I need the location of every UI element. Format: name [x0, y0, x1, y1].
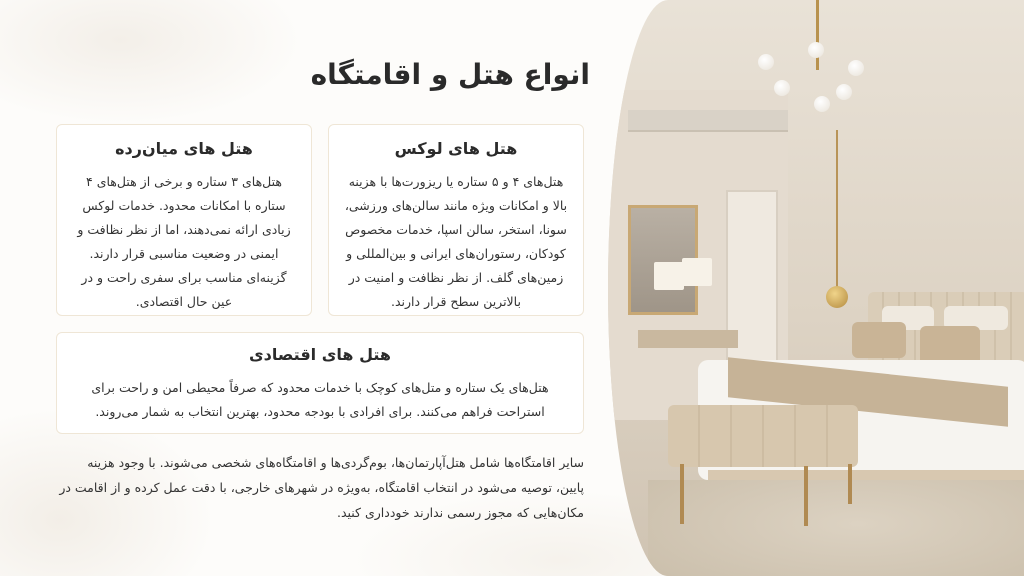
card-title: هتل های میان‌رده: [115, 139, 253, 158]
card-midrange-hotels: [56, 124, 312, 316]
pillow: [852, 322, 906, 358]
rug: [648, 480, 1024, 576]
footer-paragraph: سایر اقامتگاه‌ها شامل هتل‌آپارتمان‌ها، بوم‌گردی‌ها و اقامتگاه‌های شخصی می‌شوند. با وجود هزینه پایین، توصیه می‌شود در انتخاب اقامتگاه، به‌ویژه در شهرهای خارجی، با دقت عمل کرده و از اقامت در مکان‌هایی که مجوز رسمی ندارند خودداری کنید.: [59, 455, 584, 520]
ceiling-vent: [628, 110, 788, 132]
chandelier-bulb: [808, 42, 824, 58]
card-economy-hotels: [56, 332, 584, 434]
card-body: هتل‌های ۴ و ۵ ستاره یا ریزورت‌ها با هزینه بالا و امکانات ویژه مانند سالن‌های ورزشی، سونا، استخر، سالن اسپا، خدمات مخصوص کودکان، رستوران‌های ایرانی و بین‌المللی و زمین‌های گلف. از نظر نظافت و امنیت در بالاترین سطح قرار دارند.: [344, 174, 568, 309]
page-title: انواع هتل و اقامتگاه: [310, 58, 590, 91]
chandelier: [816, 0, 819, 70]
pendant-light: [826, 286, 848, 308]
pendant-cord: [836, 130, 838, 290]
card-body: هتل‌های یک ستاره و متل‌های کوچک با خدمات محدود که صرفاً محیطی امن و راحت برای استراحت فراهم می‌کنند. برای افرادی با بودجه محدود، بهترین انتخاب به شمار می‌روند.: [91, 380, 549, 419]
bench-leg: [848, 464, 852, 504]
card-body: هتل‌های ۳ ستاره و برخی از هتل‌های ۴ ستاره با امکانات محدود. خدمات لوکس زیادی ارائه نمی‌دهند، اما از نظر نظافت و ایمنی در وضعیت مناسبی قرار دارند. گزینه‌ای مناسب برای سفری راحت و در عین حال اقتصادی.: [77, 174, 291, 309]
vanity-desk: [638, 330, 738, 348]
chandelier-bulb: [814, 96, 830, 112]
card-title: هتل های لوکس: [394, 139, 518, 158]
chandelier-bulb: [758, 54, 774, 70]
card-title: هتل های اقتصادی: [249, 345, 391, 364]
bench-leg: [680, 464, 684, 524]
bench-leg: [804, 466, 808, 526]
hotel-bedroom-photo: [608, 0, 1024, 576]
chandelier-bulb: [848, 60, 864, 76]
table-lamp: [682, 258, 712, 286]
chandelier-bulb: [836, 84, 852, 100]
bench: [668, 405, 858, 467]
card-luxury-hotels: [328, 124, 584, 316]
chandelier-bulb: [774, 80, 790, 96]
table-lamp: [654, 262, 684, 290]
